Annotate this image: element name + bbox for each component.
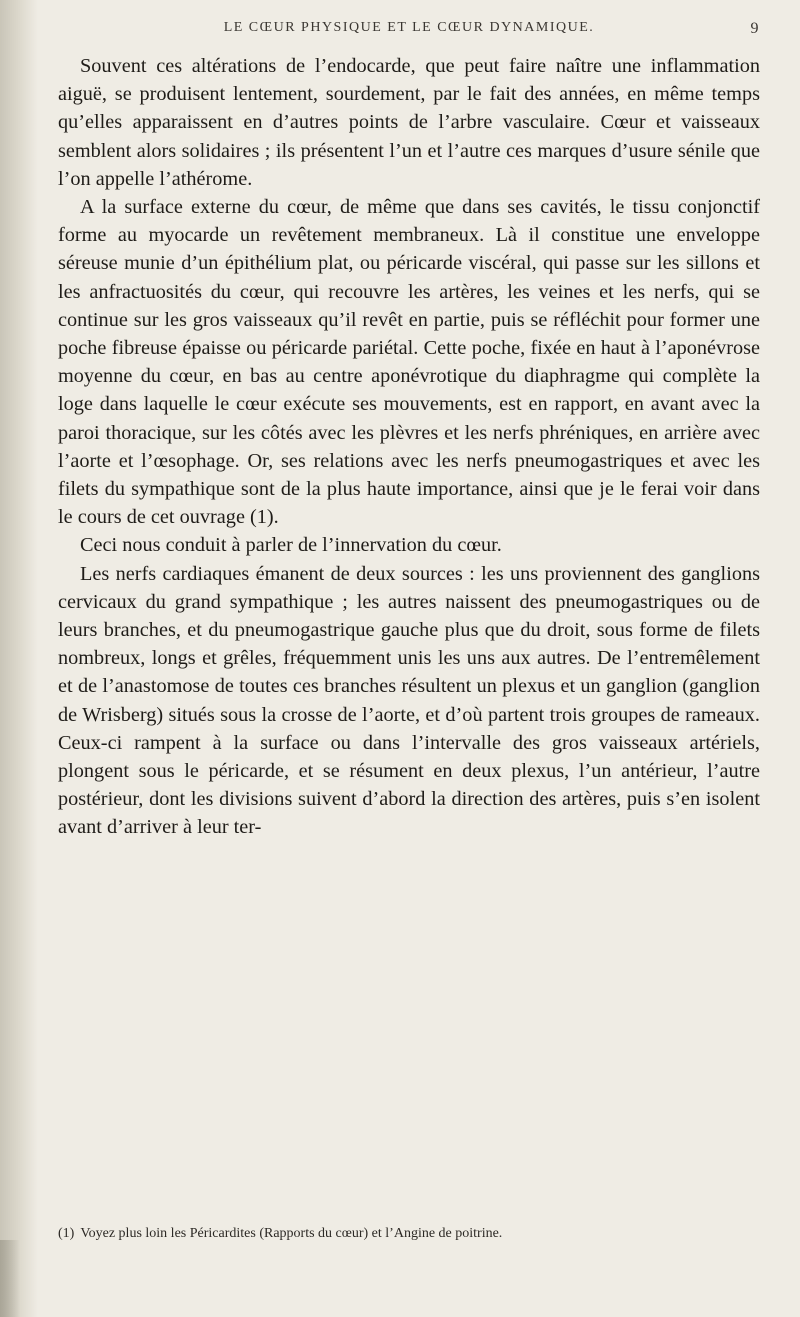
page-stain xyxy=(0,1240,20,1317)
footnote-text: Voyez plus loin les Péricardites (Rapports du cœur) et l’Angine de poitrine. xyxy=(80,1226,503,1241)
footnote-marker: (1) xyxy=(58,1226,75,1241)
paragraph-2: A la surface externe du cœur, de même que dans ses cavités, le tissu conjonctif forme au myocarde un revêtement membraneux. Là il constitue une enveloppe séreuse munie d’un épithélium plat, ou péricarde viscéral, qui passe sur les sillons et les anfractuosités du cœur, qui recouvre les artères, les veines et les nerfs, qui se continue sur les gros vaisseaux qu’il revêt en partie, puis se réfléchit pour former une poche fibreuse épaisse ou péricarde pariétal. Cette poche, fixée en haut à l’aponévrose moyenne du cœur, en bas au centre aponévrotique du diaphragme qui complète la loge dans laquelle le cœur exécute ses mouvements, est en rapport, en avant avec la paroi thoracique, sur les côtés avec les plèvres et les nerfs phréniques, en arrière avec l’aorte et l’œsophage. Or, ses relations avec les nerfs pneumogastriques et avec les filets du sympathique sont de la plus haute importance, ainsi que je le ferai voir dans le cours de cet ouvrage (1). xyxy=(58,196,760,529)
page-number: 9 xyxy=(750,20,760,37)
paragraph-3: Ceci nous conduit à parler de l’innervation du cœur. xyxy=(80,534,502,557)
paragraph-1: Souvent ces altérations de l’endocarde, que peut faire naître une inflammation aiguë, se produisent lentement, sourdement, par le fait des années, en même temps qu’elles apparaissent en d’autres points de l’arbre vasculaire. Cœur et vaisseaux semblent alors solidaires ; ils présentent l’un et l’autre ces marques d’usure sénile que l’on appelle l’athérome. xyxy=(58,55,760,190)
footnote xyxy=(58,1226,760,1242)
running-title: LE CŒUR PHYSIQUE ET LE CŒUR DYNAMIQUE. xyxy=(223,20,595,35)
running-header xyxy=(58,20,760,42)
body-text xyxy=(58,52,760,842)
page-binding-shadow xyxy=(0,0,38,1317)
paragraph-4: Les nerfs cardiaques émanent de deux sources : les uns proviennent des ganglions cervicaux du grand sympathique ; les autres naissent des pneumogastriques ou de leurs branches, et du pneumogastrique gauche plus que du droit, sous forme de filets nombreux, longs et grêles, fréquemment unis les uns aux autres. De l’entremêlement et de l’anastomose de toutes ces branches résultent un plexus et un ganglion (ganglion de Wrisberg) situés sous la crosse de l’aorte, et d’où partent trois groupes de rameaux. Ceux-ci rampent à la surface ou dans l’intervalle des gros vaisseaux artériels, plongent sous le péricarde, et se résument en deux plexus, l’un antérieur, l’autre postérieur, dont les divisions suivent d’abord la direction des artères, puis s’en isolent avant d’arriver à leur ter- xyxy=(58,562,760,839)
